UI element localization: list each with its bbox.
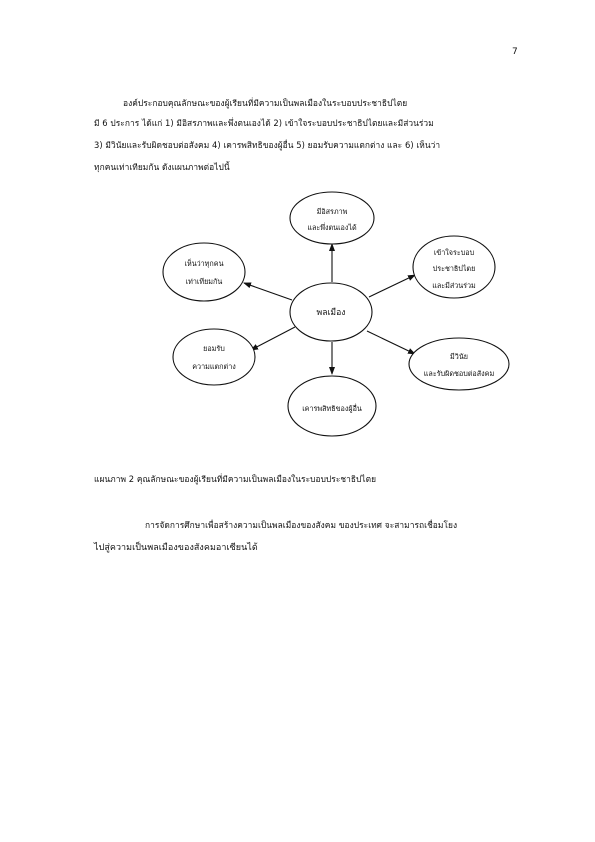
figure-caption: แผนภาพ 2 คุณลักษณะของผู้เรียนที่มีความเป็นพลเมืองในระบอบประชาธิปไตย [94, 474, 377, 484]
paragraph-line: การจัดการศึกษาเพื่อสร้างความเป็นพลเมืองของสังคม ของประเทศ จะสามารถเชื่อมโยง [145, 520, 458, 530]
node-label: เคารพสิทธิของผู้อื่น [302, 404, 362, 413]
paragraph-line: ทุกคนเท่าเทียมกัน ดังแผนภาพต่อไปนี้ [94, 162, 230, 172]
node-top [290, 192, 374, 244]
node-label: ประชาธิปไตย [432, 264, 476, 273]
node-bottom-left [173, 329, 255, 385]
arrow-to-top-right [369, 275, 415, 297]
node-label: ความแตกต่าง [192, 362, 236, 371]
arrow-to-top-left [244, 283, 292, 300]
node-label: มีอิสรภาพ [316, 207, 348, 216]
paragraph-line: 3) มีวินัยและรับผิดชอบต่อสังคม 4) เคารพสิทธิของผู้อื่น 5) ยอมรับความแตกต่าง และ 6) เห็นว่า [94, 140, 441, 150]
node-label: และรับผิดชอบต่อสังคม [423, 369, 495, 378]
node-center [290, 283, 372, 341]
paragraph-line: ไปสู่ความเป็นพลเมืองของสังคมอาเซียนได้ [94, 543, 258, 553]
arrow-to-bottom-left [251, 327, 295, 350]
arrow-to-bottom-right [367, 331, 415, 354]
node-top-right [413, 236, 495, 298]
node-label: เท่าเทียมกัน [185, 277, 223, 286]
paragraph-line: มี 6 ประการ ได้แก่ 1) มีอิสรภาพและพึ่งตนเองได้ 2) เข้าใจระบอบประชาธิปไตยและมีส่วนร่วม [94, 118, 434, 128]
node-label: เห็นว่าทุกคน [184, 259, 224, 268]
paragraph-line: องค์ประกอบคุณลักษณะของผู้เรียนที่มีความเป็นพลเมืองในระบอบประชาธิปไตย [123, 98, 408, 108]
node-label: และพึ่งตนเองได้ [307, 223, 357, 232]
node-label: ยอมรับ [203, 344, 225, 353]
node-bottom-right [409, 338, 509, 390]
node-bottom [288, 376, 376, 436]
node-label: และมีส่วนร่วม [432, 281, 476, 290]
page-number: 7 [512, 47, 518, 57]
node-top-left [163, 243, 245, 301]
node-label: เข้าใจระบอบ [433, 248, 475, 257]
center-label: พลเมือง [316, 308, 346, 318]
node-label: มีวินัย [450, 352, 468, 361]
